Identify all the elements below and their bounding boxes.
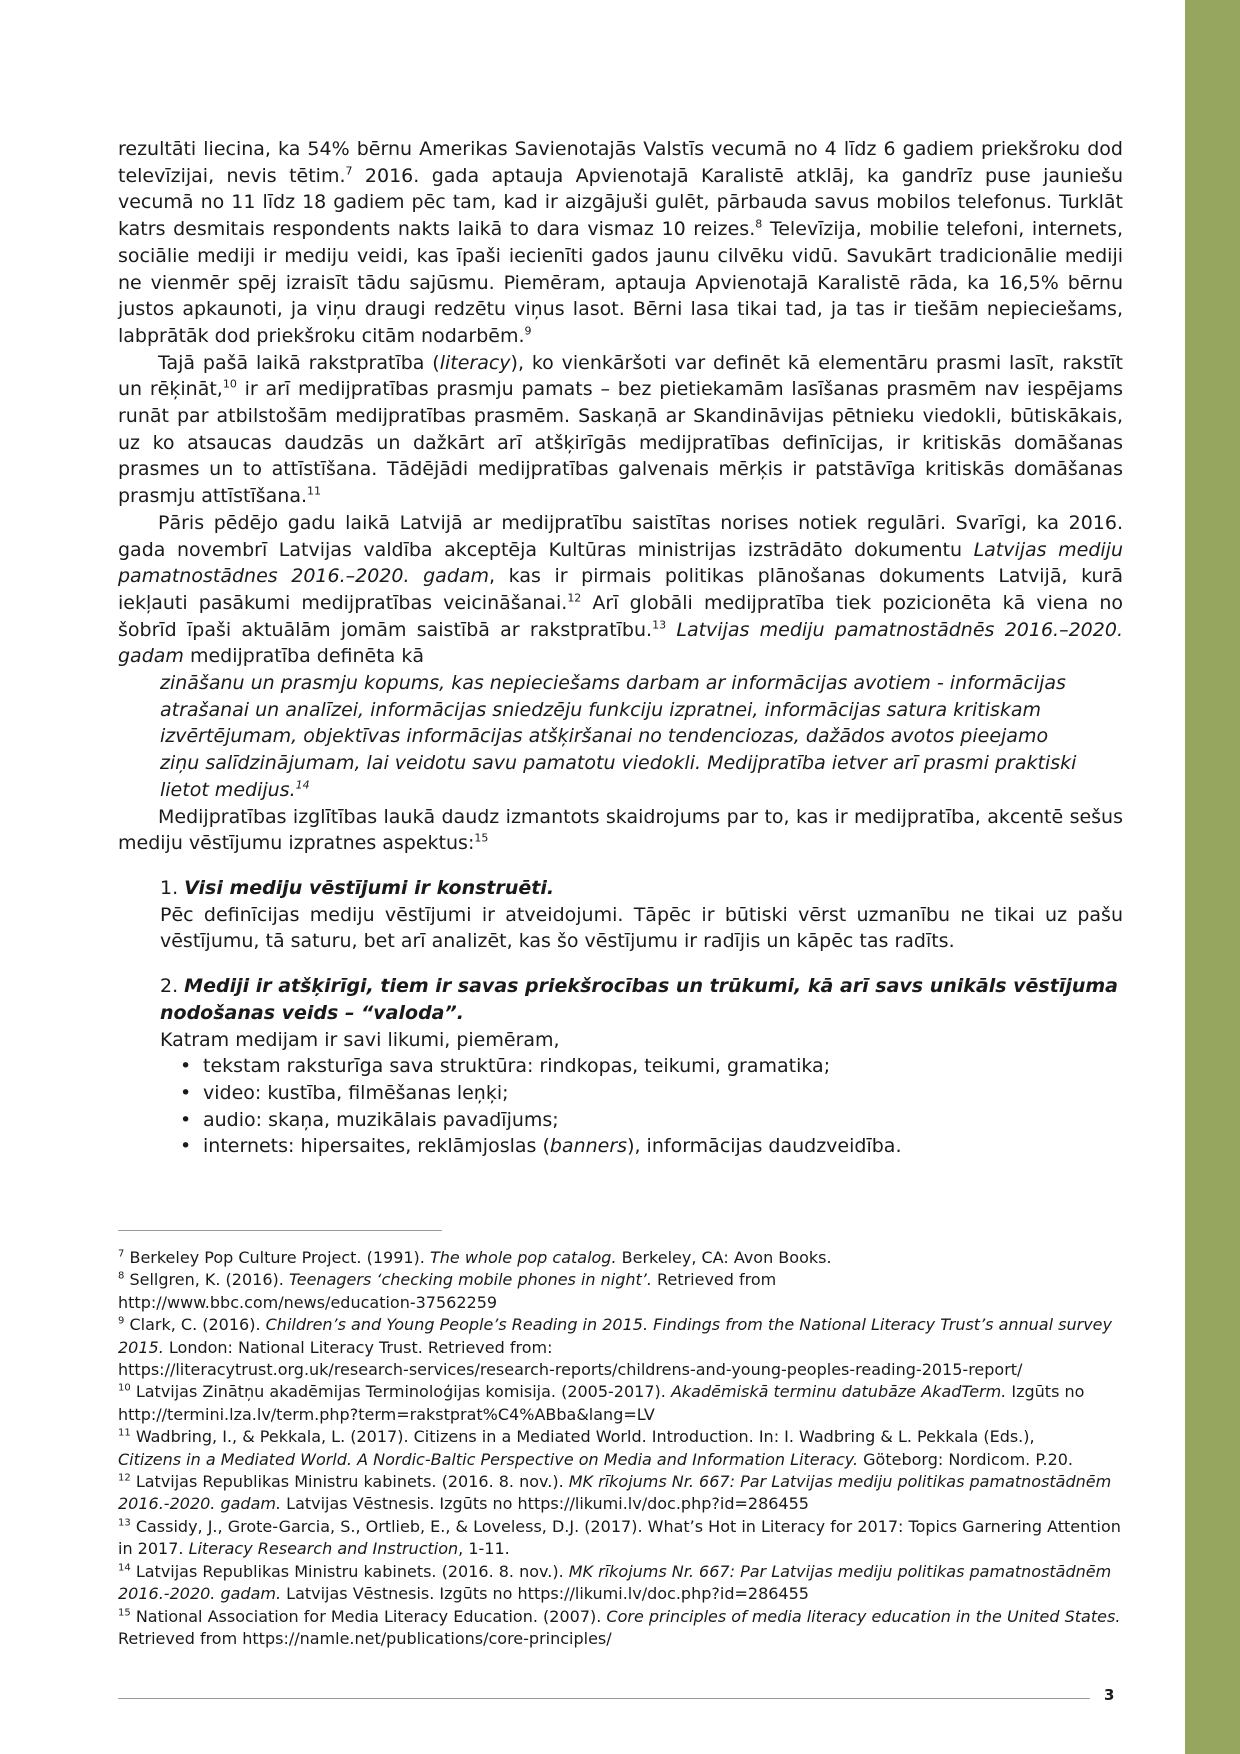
- bullet-item: • tekstam raksturīga sava struktūra: rindkopas, teikumi, gramatika;: [180, 1053, 1123, 1080]
- footnote-14: $^{14}$ Latvijas Republikas Ministru kabinets. (2016. 8. nov.). MK rīkojums Nr. 667: Par Latvijas mediju politikas pamatnostādnēm 2016.-2020. gadam. Latvijas Vēstnesis. Izgūts no https://likumi.lv/doc.php?id=286455: [118, 1561, 1112, 1604]
- paragraph: Pāris pēdējo gadu laikā Latvijā ar medijpratību saistītas norises notiek regulāri. Svarīgi, ka 2016. gada novembrī Latvijas valdība akceptēja Kultūras ministrijas izstrādāto dokumentu Latvijas mediju pamatnostādnes 2016.–2020. gadam, kas ir pirmais politikas plānošanas dokuments Latvijā, kurā iekļauti pasākumi medijpratības veicināšanai.$^{12}$ Arī globāli medijpratība tiek pozicionēta kā viena no šobrīd īpaši aktuālām jomām saistībā ar rakstpratību.$^{13}$ Latvijas mediju pamatnostādnēs 2016.–2020. gadam medijpratība definēta kā: [118, 511, 1124, 668]
- principle-1-title: 1. Visi mediju vēstījumi ir konstruēti.: [160, 876, 555, 899]
- principle-2-intro: Katram medijam ir savi likumi, piemēram,: [160, 1028, 560, 1051]
- definition-quote: zināšanu un prasmju kopums, kas nepieciešams darbam ar informācijas avotiem - informācijas atrašanai un analīzei, informācijas sniedzēju funkciju izpratnei, informācijas satura kritiskam izvērtējumam, objektīvas informācijas atšķiršanai no tendenciozas, dažādos avotos pieejamo ziņu salīdzinājumam, lai veidotu savu pamatotu viedokli. Medijpratība ietver arī prasmi praktiski lietot medijus.$^{14}$: [160, 672, 1077, 801]
- paragraph: Tajā pašā laikā rakstpratība (literacy), ko vienkāršoti var definēt kā elementāru prasmi lasīt, rakstīt un rēķināt,$^{10}$ ir arī medijpratības prasmju pamats – bez pietiekamām lasīšanas prasmēm nav iespējams runāt par atbilstošām medijpratības prasmēm. Saskaņā ar Skandināvijas pētnieku viedokli, būtiskākais, uz ko atsaucas daudzās un dažkārt arī atšķirīgās medijpratības definīcijas, ir kritiskās domāšanas prasmes un to attīstīšana. Tādējādi medijpratības galvenais mērķis ir patstāvīga kritiskās domāšanas prasmju attīstīšana.$^{11}$: [118, 351, 1123, 508]
- principle-1-text: Pēc definīcijas mediju vēstījumi ir atveidojumi. Tāpēc ir būtiski vērst uzmanību ne tikai uz pašu vēstījumu, tā saturu, bet arī analizēt, kas šo vēstījumu ir radījis un kāpēc tas radīts.: [160, 903, 1123, 953]
- main-text: [118, 136, 1123, 1160]
- footnote-15: $^{15}$ National Association for Media Literacy Education. (2007). Core principles of media literacy education in the United States. Retrieved from https://namle.net/publications/core-principles/: [118, 1606, 1121, 1648]
- footnote-11: $^{11}$ Wadbring, I., & Pekkala, L. (2017). Citizens in a Mediated World. Introduction. In: I. Wadbring & L. Pekkala (Eds.), Citizens in a Mediated World. A Nordic-Baltic Perspective on Media and Information Literacy. Göteborg: Nordicom. P.20.: [118, 1427, 1074, 1469]
- footnote-divider: [118, 1230, 442, 1231]
- principle-2-title: 2. Mediji ir atšķirīgi, tiem ir savas priekšrocības un trūkumi, kā arī savs unikāls vēstījuma nodošanas veids – “valoda”.: [160, 975, 1118, 1024]
- footnote-10: $^{10}$ Latvijas Zinātņu akadēmijas Terminoloģijas komisija. (2005-2017). Akadēmiskā terminu datubāze AkadTerm. Izgūts no http://termini.lza.lv/term.php?term=rakstprat%C4%ABba&lang=LV: [118, 1382, 1085, 1424]
- side-accent-bar: [1185, 0, 1240, 1754]
- principle-1: [160, 875, 1123, 955]
- footnotes: [118, 1247, 1128, 1650]
- paragraph: Medijpratības izglītības laukā daudz izmantots skaidrojums par to, kas ir medijpratība, akcentē sešus mediju vēstījumu izpratnes aspektus:$^{15}$: [118, 805, 1123, 855]
- page-number: 3: [1104, 1686, 1115, 1704]
- footnote-8: $^8$ Sellgren, K. (2016). Teenagers ‘checking mobile phones in night’. Retrieved from http://www.bbc.com/news/education-37562259: [118, 1270, 777, 1312]
- footnote-9: $^9$ Clark, C. (2016). Children’s and Young People’s Reading in 2015. Findings from the National Literacy Trust’s annual survey 2015. London: National Literacy Trust. Retrieved from: https://literacytrust.org.uk/research-services/research-reports/childrens-and-young-peoples-reading-2015-report/: [118, 1315, 1112, 1380]
- paragraph: rezultāti liecina, ka 54% bērnu Amerikas Savienotajās Valstīs vecumā no 4 līdz 6 gadiem priekšroku dod televīzijai, nevis tētim.$^7$ 2016. gada aptauja Apvienotajā Karalistē atklāj, ka gandrīz puse jauniešu vecumā no 11 līdz 18 gadiem pēc tam, kad ir aizgājuši gulēt, pārbauda savus mobilos telefonus. Turklāt katrs desmitais respondents nakts laikā to dara vismaz 10 reizes.$^8$ Televīzija, mobilie telefoni, internets, sociālie mediji ir mediju veidi, kas īpaši iecienīti gados jaunu cilvēku vidū. Savukārt tradicionālie mediji ne vienmēr spēj izraisīt tādu sajūsmu. Piemēram, aptauja Apvienotajā Karalistē rāda, ka 16,5% bērnu justos apkaunoti, ja viņu draugi redzētu viņus lasot. Bērni lasa tikai tad, ja tas ir tiešām nepieciešams, labprātāk dod priekšroku citām nodarbēm.$^9$: [118, 138, 1123, 347]
- bullet-item: • internets: hipersaites, reklāmjoslas (banners), informācijas daudzveidība.: [180, 1133, 1123, 1160]
- bullet-item: • video: kustība, filmēšanas leņķi;: [180, 1080, 1123, 1107]
- footer-divider: [118, 1698, 1090, 1699]
- footnote-13: $^{13}$ Cassidy, J., Grote-Garcia, S., Ortlieb, E., & Loveless, D.J. (2017). What’s Hot in Literacy for 2017: Topics Garnering Attention in 2017. Literacy Research and Instruction, 1-11.: [118, 1516, 1121, 1559]
- bullet-item: • audio: skaņa, muzikālais pavadījums;: [180, 1107, 1123, 1134]
- principle-2: [160, 973, 1123, 1160]
- media-bullet-list: [160, 1053, 1123, 1160]
- footnote-12: $^{12}$ Latvijas Republikas Ministru kabinets. (2016. 8. nov.). MK rīkojums Nr. 667: Par Latvijas mediju politikas pamatnostādnēm 2016.-2020. gadam. Latvijas Vēstnesis. Izgūts no https://likumi.lv/doc.php?id=286455: [118, 1472, 1112, 1514]
- footnote-7: $^7$ Berkeley Pop Culture Project. (1991). The whole pop catalog. Berkeley, CA: Avon Books.: [118, 1248, 832, 1267]
